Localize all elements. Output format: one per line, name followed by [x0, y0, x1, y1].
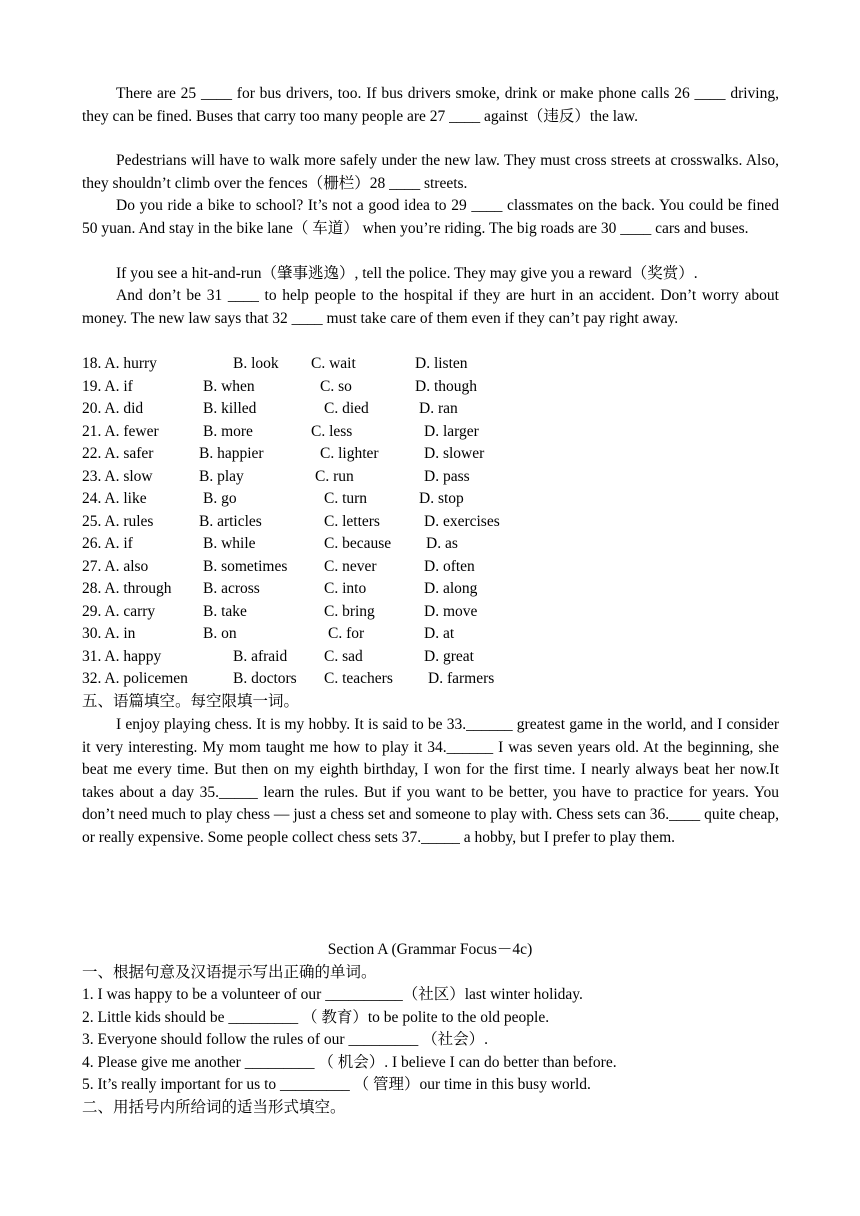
option-b: B. doctors	[233, 670, 297, 687]
passage-paragraph: I enjoy playing chess. It is my hobby. It is said to be 33.______ greatest game in the world, and I consider it very interesting. My mom taught me how to play it 34.______ I was seven years old. At the beginning, she beat me every time. But then on my eighth birthday, I won for the first time. I nearly always beat her now.It takes about a day 35._____ learn the rules. But if you want to be better, you have to practice for years. You don’t need much to play chess — just a chess set and someone to play with. Chess sets can 36.____ quite cheap, or really expensive. Some people collect chess sets 37._____ a hobby, but I prefer to play them.	[82, 716, 779, 846]
option-d: D. along	[424, 580, 478, 597]
option-d: D. great	[424, 648, 474, 665]
option-b: B. on	[203, 625, 237, 642]
option-b: B. when	[203, 378, 255, 395]
option-a: 19. A. if	[82, 378, 133, 395]
exercise-item: 4. Please give me another _________ （ 机会）. I believe I can do better than before.	[82, 1054, 617, 1071]
passage-paragraph: Pedestrians will have to walk more safely under the new law. They must cross streets at crosswalks. Also, they shouldn’t climb over the fences（栅栏）28 ____ streets.	[82, 152, 779, 192]
option-d: D. ran	[419, 400, 458, 417]
option-a: 32. A. policemen	[82, 670, 188, 687]
option-c: C. died	[324, 400, 369, 417]
option-c: C. because	[324, 535, 392, 552]
option-b: B. killed	[203, 400, 257, 417]
option-b: B. look	[233, 355, 279, 372]
option-a: 18. A. hurry	[82, 355, 157, 372]
option-b: B. afraid	[233, 648, 288, 665]
exercise-item: 3. Everyone should follow the rules of our _________ （社会）.	[82, 1031, 488, 1048]
exercise-item: 1. I was happy to be a volunteer of our __________（社区）last winter holiday.	[82, 986, 583, 1003]
option-d: D. farmers	[428, 670, 495, 687]
passage-paragraph: And don’t be 31 ____ to help people to the hospital if they are hurt in an accident. Don’t worry about money. The new law says that 32 ____ must take care of them even if they can’t pay right away.	[82, 287, 779, 327]
option-a: 20. A. did	[82, 400, 144, 417]
section-heading: 五、语篇填空。每空限填一词。	[82, 693, 300, 710]
option-d: D. stop	[419, 490, 464, 507]
option-d: D. exercises	[424, 513, 500, 530]
option-c: C. for	[328, 625, 365, 642]
option-c: C. less	[311, 423, 353, 440]
option-b: B. go	[203, 490, 237, 507]
option-a: 23. A. slow	[82, 468, 153, 485]
option-b: B. while	[203, 535, 256, 552]
option-c: C. run	[315, 468, 354, 485]
option-a: 28. A. through	[82, 580, 172, 597]
option-c: C. turn	[324, 490, 368, 507]
option-c: C. wait	[311, 355, 356, 372]
option-c: C. so	[320, 378, 352, 395]
option-c: C. sad	[324, 648, 363, 665]
option-d: D. as	[426, 535, 458, 552]
exercise-item: 5. It’s really important for us to _________ （ 管理）our time in this busy world.	[82, 1076, 591, 1093]
section-title: Section A (Grammar Focus－4c)	[327, 941, 533, 958]
option-b: B. articles	[199, 513, 262, 530]
option-d: D. pass	[424, 468, 470, 485]
option-b: B. more	[203, 423, 253, 440]
option-a: 31. A. happy	[82, 648, 162, 665]
option-a: 25. A. rules	[82, 513, 154, 530]
option-a: 24. A. like	[82, 490, 147, 507]
option-a: 30. A. in	[82, 625, 136, 642]
option-d: D. larger	[424, 423, 479, 440]
option-c: C. lighter	[320, 445, 379, 462]
section-heading: 一、根据句意及汉语提示写出正确的单词。	[82, 964, 377, 981]
option-a: 22. A. safer	[82, 445, 154, 462]
option-a: 26. A. if	[82, 535, 133, 552]
section-heading: 二、用括号内所给词的适当形式填空。	[82, 1099, 346, 1116]
option-d: D. listen	[415, 355, 468, 372]
exercise-item: 2. Little kids should be _________ （ 教育）to be polite to the old people.	[82, 1009, 550, 1026]
option-c: C. teachers	[324, 670, 393, 687]
option-b: B. across	[203, 580, 260, 597]
option-b: B. happier	[199, 445, 264, 462]
option-d: D. at	[424, 625, 455, 642]
option-b: B. sometimes	[203, 558, 288, 575]
option-c: C. never	[324, 558, 377, 575]
passage-paragraph: Do you ride a bike to school? It’s not a good idea to 29 ____ classmates on the back. You could be fined 50 yuan. And stay in the bike lane（ 车道） when you’re riding. The big roads are 30 ____ cars and buses.	[82, 197, 779, 237]
option-c: C. bring	[324, 603, 375, 620]
option-a: 29. A. carry	[82, 603, 156, 620]
option-d: D. often	[424, 558, 475, 575]
passage-paragraph: If you see a hit-and-run（肇事逃逸）, tell the police. They may give you a reward（奖赏）.	[116, 265, 698, 282]
option-d: D. move	[424, 603, 478, 620]
option-c: C. letters	[324, 513, 380, 530]
option-d: D. though	[415, 378, 477, 395]
option-a: 27. A. also	[82, 558, 149, 575]
option-d: D. slower	[424, 445, 485, 462]
passage-paragraph: There are 25 ____ for bus drivers, too. If bus drivers smoke, drink or make phone calls 26 ____ driving, they can be fined. Buses that carry too many people are 27 ____ against（违反）the law.	[82, 85, 779, 125]
option-b: B. play	[199, 468, 244, 485]
option-c: C. into	[324, 580, 367, 597]
option-b: B. take	[203, 603, 247, 620]
option-a: 21. A. fewer	[82, 423, 159, 440]
